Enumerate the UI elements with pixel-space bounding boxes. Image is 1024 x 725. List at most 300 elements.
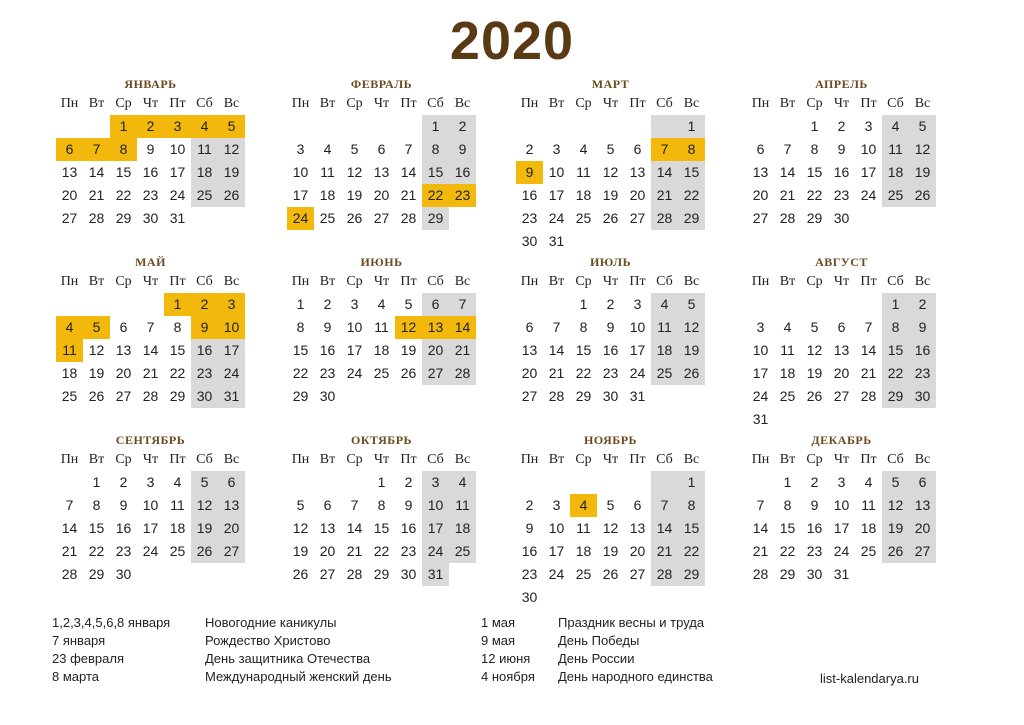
day-cell: 21	[61, 543, 78, 559]
day-cell: 22	[373, 543, 390, 559]
day-cell: 15	[292, 342, 309, 358]
day-cell: 30	[142, 210, 159, 226]
day-cell: 16	[521, 543, 538, 559]
weekday-header: Сб	[887, 452, 904, 467]
day-cell: 5	[606, 141, 615, 157]
day-cell: 17	[833, 520, 850, 536]
weekday-header: Сб	[887, 96, 904, 111]
day-cell: 12	[909, 138, 936, 161]
day-cell: 13	[629, 164, 646, 180]
day-cell: 16	[142, 164, 159, 180]
day-cell: 13	[61, 164, 78, 180]
day-cell: 31	[752, 411, 769, 427]
day-cell: 26	[292, 566, 309, 582]
day-cell: 28	[346, 566, 363, 582]
day-cell: 4	[882, 115, 909, 138]
day-cell: 19	[400, 342, 417, 358]
day-cell: 27	[218, 540, 245, 563]
day-cell: 17	[422, 517, 449, 540]
weekday-header: Вт	[319, 274, 336, 289]
day-cell: 26	[88, 388, 105, 404]
weekday-header: Пн	[291, 452, 310, 467]
day-cell: 3	[164, 115, 191, 138]
day-cell: 11	[576, 520, 591, 536]
day-cell: 9	[525, 520, 534, 536]
day-cell: 18	[779, 365, 796, 381]
weekday-header: Ср	[346, 96, 363, 111]
day-cell: 2	[191, 293, 218, 316]
day-cell: 17	[169, 164, 186, 180]
day-cell: 9	[119, 497, 128, 513]
day-cell: 19	[191, 517, 218, 540]
day-cell: 4	[173, 474, 182, 490]
day-cell: 5	[83, 316, 110, 339]
weekday-header: Вт	[88, 274, 105, 289]
month-grid	[747, 92, 936, 230]
day-cell: 3	[422, 471, 449, 494]
day-cell: 5	[218, 115, 245, 138]
day-cell: 13	[373, 164, 390, 180]
holiday-name: Праздник весны и труда	[558, 615, 705, 630]
day-cell: 10	[142, 497, 159, 513]
day-cell: 8	[422, 138, 449, 161]
day-cell: 16	[909, 339, 936, 362]
day-cell: 5	[810, 319, 819, 335]
day-cell: 21	[449, 339, 476, 362]
holiday-name: Новогодние каникулы	[205, 615, 337, 630]
day-cell: 27	[61, 210, 78, 226]
weekday-header: Вс	[914, 452, 931, 467]
empty-cell	[287, 115, 314, 138]
weekday-header: Пн	[60, 452, 79, 467]
weekday-header: Вс	[223, 274, 240, 289]
day-cell: 13	[218, 494, 245, 517]
day-cell: 5	[191, 471, 218, 494]
day-cell: 18	[860, 520, 877, 536]
day-cell: 26	[400, 365, 417, 381]
weekday-header: Ср	[806, 452, 823, 467]
legend-row	[481, 614, 713, 632]
month-name: МАЙ	[135, 255, 166, 269]
weekday-header: Вт	[548, 274, 565, 289]
day-cell: 11	[576, 164, 591, 180]
day-cell: 21	[752, 543, 769, 559]
legend-row	[52, 650, 392, 668]
month-name: ИЮНЬ	[360, 255, 403, 269]
empty-cell	[395, 115, 422, 138]
empty-cell	[110, 293, 137, 316]
day-cell: 20	[833, 365, 850, 381]
day-cell: 23	[449, 184, 476, 207]
day-cell: 19	[909, 161, 936, 184]
weekday-header: Чт	[602, 452, 619, 467]
day-cell: 14	[860, 342, 877, 358]
day-cell: 1	[110, 115, 137, 138]
weekday-header: Вс	[454, 96, 471, 111]
day-cell: 16	[319, 342, 336, 358]
day-cell: 1	[678, 471, 705, 494]
month-grid	[287, 270, 476, 408]
day-cell: 9	[323, 319, 332, 335]
empty-cell	[516, 293, 543, 316]
legend-row	[52, 668, 392, 686]
day-cell: 26	[191, 540, 218, 563]
day-cell: 12	[602, 520, 619, 536]
empty-cell	[597, 471, 624, 494]
day-cell: 15	[169, 342, 186, 358]
day-cell: 27	[319, 566, 336, 582]
day-cell: 6	[422, 293, 449, 316]
month-name: НОЯБРЬ	[584, 433, 637, 447]
day-cell: 29	[169, 388, 186, 404]
month-name: АПРЕЛЬ	[815, 77, 868, 91]
day-cell: 30	[400, 566, 417, 582]
day-cell: 6	[323, 497, 332, 513]
day-cell: 29	[422, 207, 449, 230]
weekday-header: Пт	[169, 96, 186, 111]
day-cell: 2	[119, 474, 128, 490]
day-cell: 27	[909, 540, 936, 563]
day-cell: 2	[810, 474, 819, 490]
weekday-header: Ср	[115, 452, 132, 467]
empty-cell	[56, 471, 83, 494]
day-cell: 12	[806, 342, 823, 358]
day-cell: 24	[752, 388, 769, 404]
empty-cell	[56, 293, 83, 316]
weekday-header: Вт	[548, 452, 565, 467]
day-cell: 17	[346, 342, 363, 358]
legend-row	[481, 650, 713, 668]
day-cell: 28	[400, 210, 417, 226]
holiday-date: 4 ноября	[481, 669, 535, 684]
empty-cell	[747, 115, 774, 138]
day-cell: 28	[752, 566, 769, 582]
day-cell: 18	[61, 365, 78, 381]
day-cell: 26	[806, 388, 823, 404]
day-cell: 14	[651, 161, 678, 184]
empty-cell	[855, 293, 882, 316]
weekday-header: Пт	[860, 274, 877, 289]
holiday-date: 8 марта	[52, 669, 99, 684]
empty-cell	[314, 115, 341, 138]
day-cell: 22	[88, 543, 105, 559]
day-cell: 5	[404, 296, 413, 312]
day-cell: 3	[756, 319, 765, 335]
day-cell: 30	[806, 566, 823, 582]
day-cell: 22	[575, 365, 592, 381]
day-cell: 18	[575, 543, 592, 559]
day-cell: 8	[783, 497, 792, 513]
empty-cell	[828, 293, 855, 316]
day-cell: 23	[602, 365, 619, 381]
day-cell: 23	[521, 566, 538, 582]
legend-row	[52, 632, 392, 650]
day-cell: 28	[860, 388, 877, 404]
weekday-header: Пн	[751, 96, 770, 111]
day-cell: 19	[602, 187, 619, 203]
day-cell: 5	[350, 141, 359, 157]
day-cell: 22	[292, 365, 309, 381]
day-cell: 14	[752, 520, 769, 536]
month-name: ЯНВАРЬ	[124, 77, 177, 91]
day-cell: 20	[319, 543, 336, 559]
empty-cell	[624, 471, 651, 494]
day-cell: 20	[629, 543, 646, 559]
legend-row	[481, 668, 713, 686]
day-cell: 2	[404, 474, 413, 490]
day-cell: 1	[810, 118, 819, 134]
day-cell: 3	[837, 474, 846, 490]
day-cell: 10	[218, 316, 245, 339]
day-cell: 12	[191, 494, 218, 517]
day-cell: 21	[860, 365, 877, 381]
day-cell: 27	[115, 388, 132, 404]
day-cell: 19	[806, 365, 823, 381]
month-grid	[747, 448, 936, 586]
day-cell: 8	[173, 319, 182, 335]
day-cell: 20	[115, 365, 132, 381]
day-cell: 10	[292, 164, 309, 180]
empty-cell	[597, 115, 624, 138]
day-cell: 9	[516, 161, 543, 184]
weekday-header: Пт	[169, 452, 186, 467]
day-cell: 14	[88, 164, 105, 180]
holiday-name: День Победы	[558, 633, 640, 648]
day-cell: 29	[806, 210, 823, 226]
weekday-header: Пн	[520, 452, 539, 467]
day-cell: 8	[579, 319, 588, 335]
day-cell: 20	[422, 339, 449, 362]
day-cell: 15	[678, 517, 705, 540]
month-name: ОКТЯБРЬ	[351, 433, 412, 447]
day-cell: 11	[651, 316, 678, 339]
month-block	[287, 432, 476, 586]
day-cell: 28	[779, 210, 796, 226]
day-cell: 29	[575, 388, 592, 404]
day-cell: 25	[449, 540, 476, 563]
month-grid	[516, 448, 705, 609]
day-cell: 16	[449, 161, 476, 184]
day-cell: 24	[169, 187, 186, 203]
day-cell: 28	[651, 207, 678, 230]
day-cell: 29	[882, 385, 909, 408]
day-cell: 15	[678, 161, 705, 184]
month-grid	[287, 92, 476, 230]
day-cell: 3	[552, 141, 561, 157]
weekday-header: Ср	[115, 274, 132, 289]
day-cell: 26	[882, 540, 909, 563]
weekday-header: Пн	[60, 96, 79, 111]
empty-cell	[341, 115, 368, 138]
weekday-header: Вс	[683, 274, 700, 289]
day-cell: 12	[218, 138, 245, 161]
holiday-name: Международный женский день	[205, 669, 392, 684]
month-grid	[56, 92, 245, 230]
day-cell: 29	[292, 388, 309, 404]
month-grid	[516, 92, 705, 253]
month-name: СЕНТЯБРЬ	[115, 433, 186, 447]
legend-row	[52, 614, 392, 632]
day-cell: 6	[837, 319, 846, 335]
holiday-date: 23 февраля	[52, 651, 124, 666]
empty-cell	[314, 471, 341, 494]
day-cell: 1	[882, 293, 909, 316]
day-cell: 24	[287, 207, 314, 230]
day-cell: 10	[169, 141, 186, 157]
day-cell: 7	[783, 141, 792, 157]
weekday-header: Чт	[373, 274, 390, 289]
day-cell: 1	[164, 293, 191, 316]
day-cell: 13	[909, 494, 936, 517]
day-cell: 19	[882, 517, 909, 540]
day-cell: 12	[602, 164, 619, 180]
day-cell: 5	[882, 471, 909, 494]
month-block	[287, 254, 476, 408]
weekday-header: Вт	[319, 452, 336, 467]
day-cell: 30	[833, 210, 850, 226]
day-cell: 22	[806, 187, 823, 203]
day-cell: 6	[525, 319, 534, 335]
weekday-header: Пт	[629, 274, 646, 289]
day-cell: 16	[833, 164, 850, 180]
weekday-header: Ср	[346, 452, 363, 467]
day-cell: 11	[56, 339, 83, 362]
day-cell: 9	[810, 497, 819, 513]
day-cell: 9	[404, 497, 413, 513]
weekday-header: Вт	[548, 96, 565, 111]
day-cell: 28	[548, 388, 565, 404]
day-cell: 4	[651, 293, 678, 316]
holiday-name: День России	[558, 651, 635, 666]
weekday-header: Чт	[142, 274, 159, 289]
month-name: ФЕВРАЛЬ	[350, 77, 413, 91]
day-cell: 7	[864, 319, 873, 335]
day-cell: 27	[629, 210, 646, 226]
day-cell: 16	[806, 520, 823, 536]
day-cell: 26	[602, 566, 619, 582]
day-cell: 22	[169, 365, 186, 381]
day-cell: 11	[320, 164, 335, 180]
weekday-header: Ср	[806, 274, 823, 289]
day-cell: 28	[651, 563, 678, 586]
holiday-date: 12 июня	[481, 651, 531, 666]
day-cell: 20	[909, 517, 936, 540]
day-cell: 19	[602, 543, 619, 559]
day-cell: 22	[422, 184, 449, 207]
weekday-header: Сб	[196, 452, 213, 467]
day-cell: 10	[548, 164, 565, 180]
empty-cell	[774, 115, 801, 138]
day-cell: 24	[548, 210, 565, 226]
day-cell: 30	[115, 566, 132, 582]
empty-cell	[83, 115, 110, 138]
day-cell: 28	[142, 388, 159, 404]
day-cell: 22	[678, 540, 705, 563]
day-cell: 14	[400, 164, 417, 180]
day-cell: 22	[779, 543, 796, 559]
day-cell: 28	[449, 362, 476, 385]
day-cell: 16	[521, 187, 538, 203]
day-cell: 26	[909, 184, 936, 207]
day-cell: 21	[651, 540, 678, 563]
day-cell: 28	[61, 566, 78, 582]
day-cell: 21	[142, 365, 159, 381]
holiday-name: Рождество Христово	[205, 633, 331, 648]
day-cell: 19	[88, 365, 105, 381]
day-cell: 18	[575, 187, 592, 203]
empty-cell	[651, 471, 678, 494]
day-cell: 22	[882, 362, 909, 385]
weekday-header: Вс	[914, 274, 931, 289]
weekday-header: Сб	[887, 274, 904, 289]
weekday-header: Ср	[115, 96, 132, 111]
day-cell: 18	[651, 339, 678, 362]
weekday-header: Сб	[427, 452, 444, 467]
day-cell: 10	[752, 342, 769, 358]
empty-cell	[368, 115, 395, 138]
weekday-header: Чт	[142, 96, 159, 111]
weekday-header: Ср	[575, 274, 592, 289]
empty-cell	[624, 115, 651, 138]
day-cell: 7	[552, 319, 561, 335]
day-cell: 13	[629, 520, 646, 536]
day-cell: 6	[633, 497, 642, 513]
weekday-header: Сб	[656, 452, 673, 467]
day-cell: 4	[449, 471, 476, 494]
empty-cell	[570, 115, 597, 138]
holiday-name: День защитника Отечества	[205, 651, 371, 666]
day-cell: 1	[579, 296, 588, 312]
empty-cell	[747, 471, 774, 494]
weekday-header: Чт	[602, 96, 619, 111]
weekday-header: Ср	[575, 452, 592, 467]
day-cell: 25	[191, 184, 218, 207]
day-cell: 6	[756, 141, 765, 157]
day-cell: 4	[579, 141, 588, 157]
day-cell: 4	[864, 474, 873, 490]
day-cell: 12	[882, 494, 909, 517]
empty-cell	[543, 471, 570, 494]
year-title: 2020	[449, 11, 575, 71]
day-cell: 10	[346, 319, 363, 335]
day-cell: 13	[319, 520, 336, 536]
day-cell: 15	[882, 339, 909, 362]
day-cell: 25	[575, 210, 592, 226]
day-cell: 18	[191, 161, 218, 184]
day-cell: 6	[909, 471, 936, 494]
empty-cell	[516, 471, 543, 494]
weekday-header: Вс	[683, 96, 700, 111]
weekday-header: Чт	[373, 452, 390, 467]
empty-cell	[83, 293, 110, 316]
day-cell: 5	[678, 293, 705, 316]
weekday-header: Пт	[400, 96, 417, 111]
day-cell: 24	[860, 187, 877, 203]
day-cell: 21	[779, 187, 796, 203]
day-cell: 20	[61, 187, 78, 203]
day-cell: 24	[142, 543, 159, 559]
day-cell: 16	[400, 520, 417, 536]
day-cell: 28	[88, 210, 105, 226]
day-cell: 17	[629, 342, 646, 358]
day-cell: 29	[373, 566, 390, 582]
day-cell: 5	[606, 497, 615, 513]
day-cell: 3	[633, 296, 642, 312]
day-cell: 17	[752, 365, 769, 381]
day-cell: 14	[449, 316, 476, 339]
weekday-header: Ср	[806, 96, 823, 111]
day-cell: 17	[142, 520, 159, 536]
